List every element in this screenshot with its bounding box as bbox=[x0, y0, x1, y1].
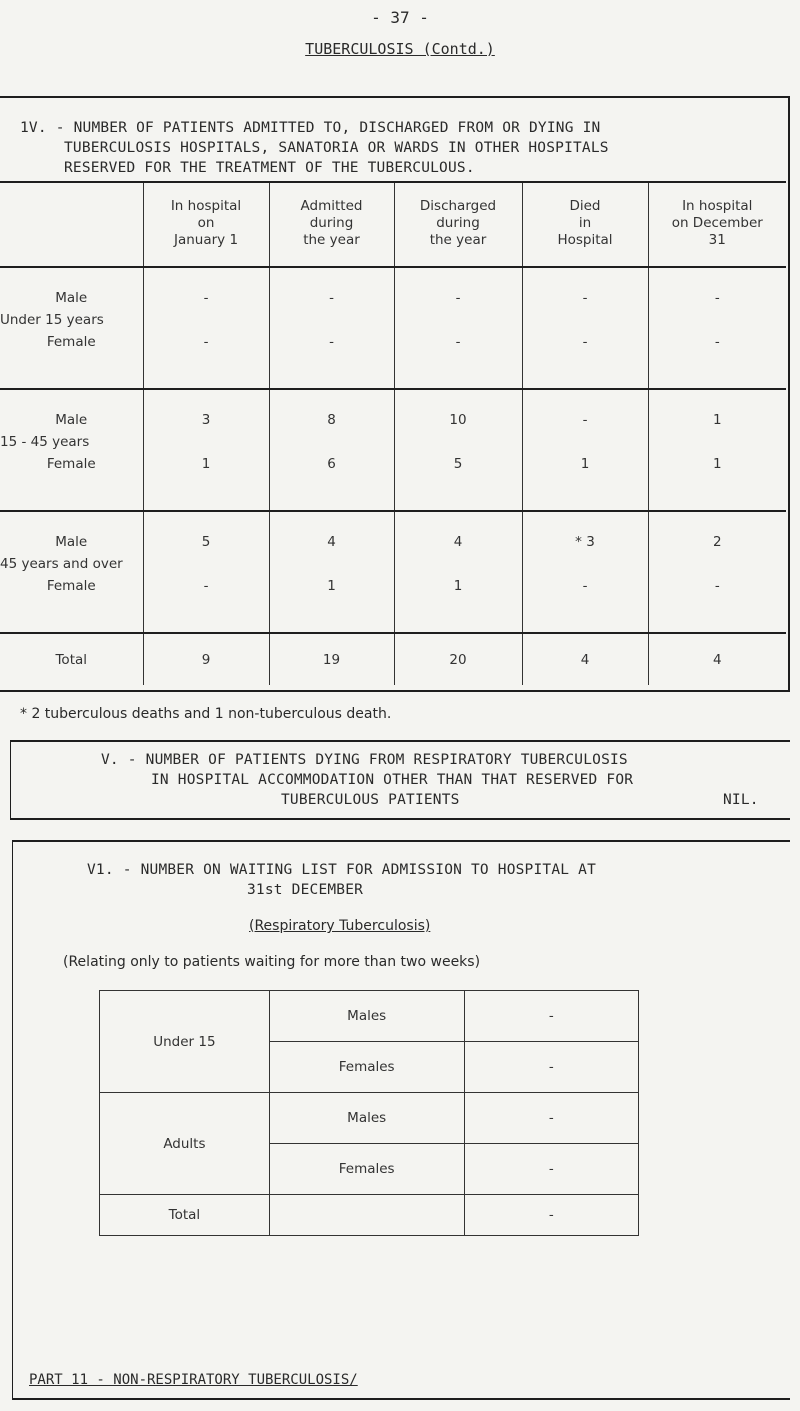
table-cell: 19 bbox=[269, 633, 394, 685]
empty-cell bbox=[269, 1195, 464, 1236]
footnote: * 2 tuberculous deaths and 1 non-tuberculous death. bbox=[20, 706, 392, 722]
table-cell: - bbox=[464, 1093, 638, 1144]
total-label: Total bbox=[100, 1195, 270, 1236]
female-label: Female bbox=[46, 334, 96, 350]
section-v-frame bbox=[10, 740, 790, 820]
total-row bbox=[100, 1195, 639, 1236]
table-cell: - bbox=[464, 1144, 638, 1195]
total-row bbox=[0, 633, 786, 685]
section-v-heading bbox=[101, 750, 741, 810]
nil-value: NIL. bbox=[723, 792, 759, 808]
section-v-heading-line: IN HOSPITAL ACCOMMODATION OTHER THAN THAT RESERVED FOR bbox=[151, 772, 634, 788]
table-row bbox=[0, 389, 786, 511]
table-cell: 3 1 bbox=[143, 389, 269, 511]
section-iv-heading bbox=[20, 118, 760, 178]
table-cell: - - bbox=[143, 267, 269, 389]
table-cell: 8 6 bbox=[269, 389, 394, 511]
section-vi-heading-line: 31st DECEMBER bbox=[247, 882, 364, 898]
sub-label: Females bbox=[269, 1144, 464, 1195]
age-label: Under 15 years bbox=[0, 312, 104, 328]
table-cell: * 3 - bbox=[522, 511, 648, 633]
sub-label: Males bbox=[269, 1093, 464, 1144]
table-cell: 5 - bbox=[143, 511, 269, 633]
row-label bbox=[0, 389, 143, 511]
table-cell: 10 5 bbox=[394, 389, 522, 511]
header-row bbox=[0, 183, 786, 267]
total-label: Total bbox=[55, 651, 88, 668]
column-header: Admitted during the year bbox=[269, 183, 394, 267]
table-cell: 4 1 bbox=[269, 511, 394, 633]
section-v-heading-line: TUBERCULOUS PATIENTS bbox=[281, 792, 460, 808]
table-cell: 2 - bbox=[648, 511, 786, 633]
table-cell: 20 bbox=[394, 633, 522, 685]
table-cell: - bbox=[464, 1195, 638, 1236]
group-label: Under 15 bbox=[100, 991, 270, 1093]
section-vi-heading-line: V1. - NUMBER ON WAITING LIST FOR ADMISSION TO HOSPITAL AT bbox=[87, 862, 596, 878]
section-iv-heading-line: RESERVED FOR THE TREATMENT OF THE TUBERCULOUS. bbox=[64, 160, 475, 176]
table-cell: - bbox=[464, 1042, 638, 1093]
section-iv-heading-line: TUBERCULOSIS HOSPITALS, SANATORIA OR WARDS IN OTHER HOSPITALS bbox=[64, 140, 609, 156]
corner-cell bbox=[0, 183, 143, 267]
column-header: In hospital on December 31 bbox=[648, 183, 786, 267]
table-row bbox=[0, 511, 786, 633]
section-vi-heading bbox=[87, 860, 747, 900]
table-cell: 4 bbox=[522, 633, 648, 685]
section-vi-note: (Relating only to patients waiting for more than two weeks) bbox=[63, 954, 481, 970]
table-cell: - 1 bbox=[522, 389, 648, 511]
female-label: Female bbox=[46, 578, 96, 594]
group-label: Adults bbox=[100, 1093, 270, 1195]
next-part-heading: PART 11 - NON-RESPIRATORY TUBERCULOSIS/ bbox=[29, 1372, 358, 1388]
section-v-heading-line: V. - NUMBER OF PATIENTS DYING FROM RESPIRATORY TUBERCULOSIS bbox=[101, 752, 628, 768]
table-cell: - - bbox=[522, 267, 648, 389]
section-vi-subheading: (Respiratory Tuberculosis) bbox=[249, 918, 431, 934]
age-label: 15 - 45 years bbox=[0, 434, 90, 450]
sub-label: Females bbox=[269, 1042, 464, 1093]
male-label: Male bbox=[55, 412, 88, 428]
admissions-table bbox=[0, 183, 786, 685]
male-label: Male bbox=[55, 290, 88, 306]
table-cell: 1 1 bbox=[648, 389, 786, 511]
column-header: Died in Hospital bbox=[522, 183, 648, 267]
table-cell: 9 bbox=[143, 633, 269, 685]
table-row bbox=[100, 1093, 639, 1144]
section-vi-frame bbox=[12, 840, 790, 1400]
table-row bbox=[0, 267, 786, 389]
table-cell: - - bbox=[648, 267, 786, 389]
table-row bbox=[100, 991, 639, 1042]
page-number: - 37 - bbox=[371, 8, 429, 27]
column-header: Discharged during the year bbox=[394, 183, 522, 267]
page-title: TUBERCULOSIS (Contd.) bbox=[305, 40, 495, 58]
male-label: Male bbox=[55, 534, 88, 550]
waiting-list-table bbox=[99, 990, 639, 1236]
table-cell: - - bbox=[394, 267, 522, 389]
female-label: Female bbox=[46, 456, 96, 472]
row-label bbox=[0, 267, 143, 389]
section-iv-heading-line: 1V. - NUMBER OF PATIENTS ADMITTED TO, DISCHARGED FROM OR DYING IN bbox=[20, 120, 601, 136]
table-cell: 4 1 bbox=[394, 511, 522, 633]
row-label bbox=[0, 511, 143, 633]
age-label: 45 years and over bbox=[0, 556, 123, 572]
table-cell: - bbox=[464, 991, 638, 1042]
column-header: In hospital on January 1 bbox=[143, 183, 269, 267]
section-iv-frame bbox=[0, 96, 790, 692]
table-cell: 4 bbox=[648, 633, 786, 685]
table-cell: - - bbox=[269, 267, 394, 389]
sub-label: Males bbox=[269, 991, 464, 1042]
